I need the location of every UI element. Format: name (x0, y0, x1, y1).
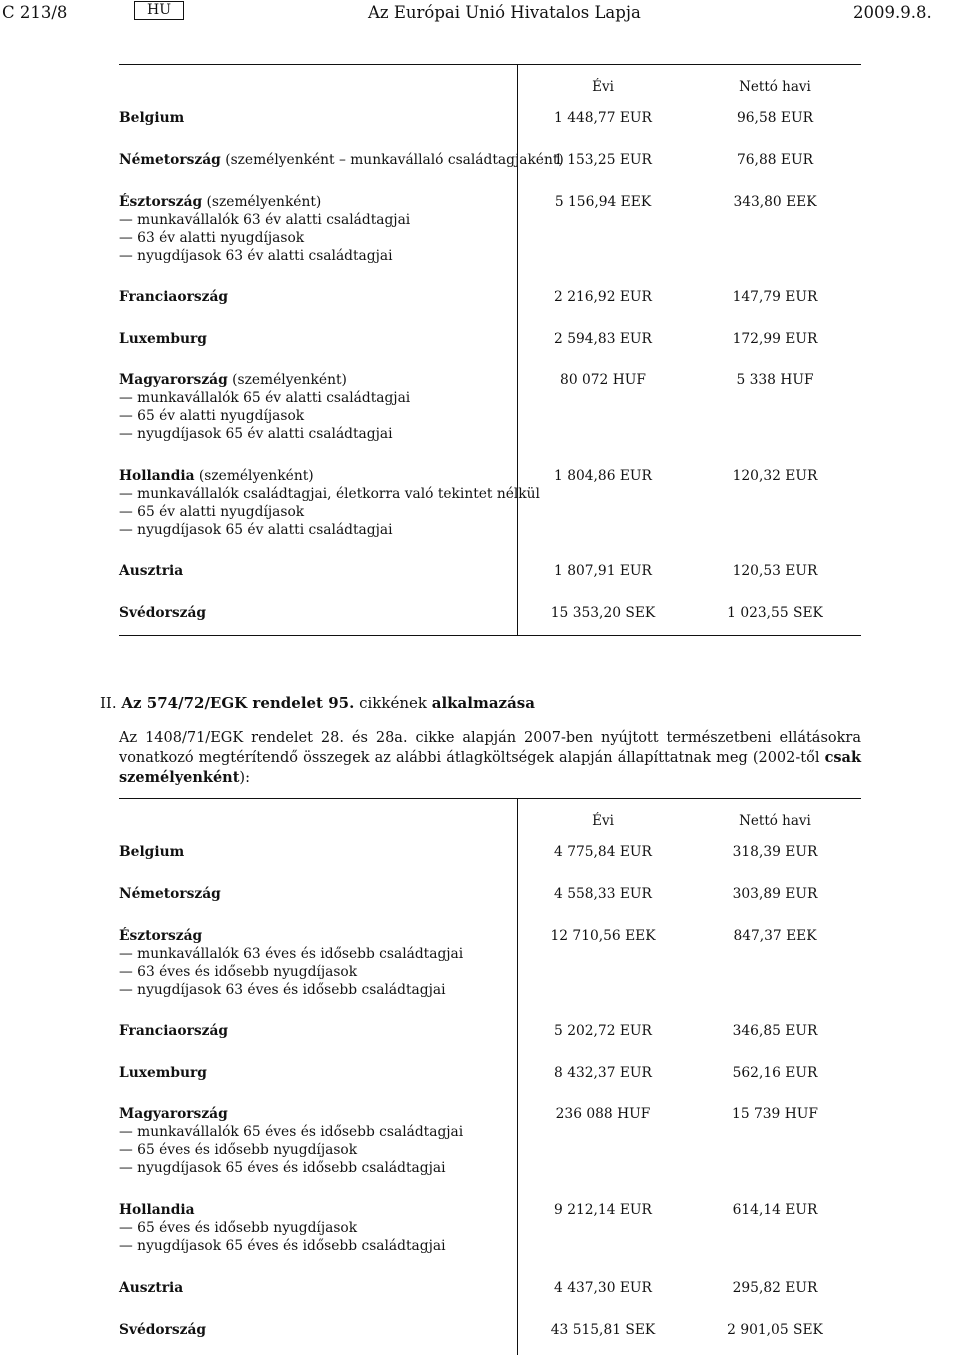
country-name (119, 844, 184, 860)
sub-category: — 65 éves és idősebb nyugdíjasok (119, 1220, 358, 1236)
yearly-value: 4 775,84 EUR (554, 844, 652, 860)
monthly-value: 147,79 EUR (732, 289, 818, 305)
header-year: Évi (592, 813, 614, 829)
country-name (119, 886, 221, 902)
yearly-value: 1 448,77 EUR (554, 110, 652, 126)
sub-category: — munkavállalók 65 éves és idősebb családtagjai (119, 1124, 464, 1140)
sub-category: — nyugdíjasok 65 éves és idősebb családtagjai (119, 1238, 446, 1254)
country-label: Magyarország (119, 1106, 228, 1122)
country-label: Belgium (119, 110, 185, 126)
yearly-value: 4 558,33 EUR (554, 886, 652, 902)
country-name (119, 110, 184, 126)
country-name (119, 1065, 207, 1081)
language-badge: HU (134, 1, 184, 20)
sub-category: — 65 éves és idősebb nyugdíjasok (119, 1142, 358, 1158)
section-title-normal: cikkének (354, 694, 432, 712)
country-name (119, 1322, 206, 1338)
country-label: Németország (119, 152, 221, 168)
column-divider (517, 65, 518, 635)
monthly-value: 5 338 HUF (736, 372, 814, 388)
country-label: Észtország (119, 194, 203, 210)
country-note: (személyenként) (194, 468, 314, 484)
monthly-value: 120,53 EUR (732, 563, 818, 579)
page-reference: C 213/8 (2, 3, 68, 22)
country-name (119, 194, 321, 210)
section-title-bold-2: alkalmazása (431, 694, 535, 712)
country-label: Franciaország (119, 289, 229, 305)
section-title-bold-1: Az 574/72/EGK rendelet 95. (121, 694, 355, 712)
header-monthly: Nettó havi (739, 79, 811, 95)
header-monthly: Nettó havi (739, 813, 811, 829)
yearly-value: 80 072 HUF (560, 372, 646, 388)
monthly-value: 614,14 EUR (732, 1202, 818, 1218)
country-name (119, 1106, 228, 1122)
yearly-value: 15 353,20 SEK (550, 605, 656, 621)
yearly-value: 236 088 HUF (555, 1106, 651, 1122)
monthly-value: 346,85 EUR (732, 1023, 818, 1039)
sub-category: — nyugdíjasok 63 éves és idősebb családtagjai (119, 982, 446, 998)
monthly-value: 303,89 EUR (732, 886, 818, 902)
yearly-value: 5 156,94 EEK (554, 194, 652, 210)
country-name (119, 928, 202, 944)
country-name (119, 468, 314, 484)
monthly-value: 172,99 EUR (732, 331, 818, 347)
country-note: (személyenként – munkavállaló családtagjaként) (220, 152, 564, 168)
section-number: II. (100, 694, 117, 712)
header-year: Évi (592, 79, 614, 95)
monthly-value: 318,39 EUR (732, 844, 818, 860)
country-label: Svédország (119, 605, 207, 621)
country-name (119, 1023, 228, 1039)
country-note: (személyenként) (202, 194, 322, 210)
journal-title: Az Európai Unió Hivatalos Lapja (368, 3, 641, 22)
monthly-value: 96,58 EUR (737, 110, 813, 126)
country-note: (személyenként) (227, 372, 347, 388)
sub-category: — 65 év alatti nyugdíjasok (119, 408, 305, 424)
country-name (119, 1280, 183, 1296)
yearly-value: 1 807,91 EUR (554, 563, 652, 579)
sub-category: — nyugdíjasok 65 év alatti családtagjai (119, 426, 393, 442)
yearly-value: 43 515,81 SEK (550, 1322, 656, 1338)
sub-category: — munkavállalók 65 év alatti családtagjai (119, 390, 411, 406)
monthly-value: 562,16 EUR (732, 1065, 818, 1081)
sub-category: — munkavállalók 63 éves és idősebb családtagjai (119, 946, 464, 962)
yearly-value: 2 594,83 EUR (554, 331, 652, 347)
cost-table-2 (119, 798, 861, 1355)
monthly-value: 847,37 EEK (733, 928, 817, 944)
country-name (119, 289, 228, 305)
yearly-value: 8 432,37 EUR (554, 1065, 652, 1081)
country-label: Észtország (119, 928, 203, 944)
country-name (119, 372, 347, 388)
sub-category: — 65 év alatti nyugdíjasok (119, 504, 305, 520)
page-header (0, 0, 960, 24)
country-label: Németország (119, 886, 221, 902)
monthly-value: 1 023,55 SEK (727, 605, 823, 621)
monthly-value: 76,88 EUR (737, 152, 813, 168)
yearly-value: 9 212,14 EUR (554, 1202, 652, 1218)
sub-category: — 63 éves és idősebb nyugdíjasok (119, 964, 358, 980)
country-label: Svédország (119, 1322, 207, 1338)
monthly-value: 295,82 EUR (732, 1280, 818, 1296)
country-label: Magyarország (119, 372, 228, 388)
publication-date: 2009.9.8. (853, 3, 932, 22)
country-label: Hollandia (119, 468, 195, 484)
sub-category: — 63 év alatti nyugdíjasok (119, 230, 305, 246)
country-label: Belgium (119, 844, 185, 860)
country-name (119, 563, 183, 579)
paragraph-bold: csak személyenként (119, 749, 861, 786)
paragraph-end: ): (239, 770, 250, 786)
country-name (119, 605, 206, 621)
yearly-value: 5 202,72 EUR (554, 1023, 652, 1039)
monthly-value: 15 739 HUF (732, 1106, 818, 1122)
yearly-value: 12 710,56 EEK (550, 928, 656, 944)
country-name (119, 152, 564, 168)
table-header (119, 799, 861, 835)
country-label: Hollandia (119, 1202, 195, 1218)
yearly-value: 1 153,25 EUR (554, 152, 652, 168)
country-label: Luxemburg (119, 1065, 207, 1081)
country-label: Franciaország (119, 1023, 229, 1039)
country-label: Luxemburg (119, 331, 207, 347)
sub-category: — nyugdíjasok 63 év alatti családtagjai (119, 248, 393, 264)
sub-category: — nyugdíjasok 65 év alatti családtagjai (119, 522, 393, 538)
sub-category: — munkavállalók családtagjai, életkorra való tekintet nélkül (119, 486, 540, 502)
monthly-value: 343,80 EEK (733, 194, 817, 210)
paragraph-text: Az 1408/71/EGK rendelet 28. és 28a. cikke alapján 2007-ben nyújtott természetbeni ellátásokra vonatkozó megtérítendő összegek az alábbi átlagköltségek alapján állapíttatnak meg (2002-től (119, 730, 861, 766)
country-label: Ausztria (119, 1280, 184, 1296)
sub-category: — nyugdíjasok 65 éves és idősebb családtagjai (119, 1160, 446, 1176)
section-heading (100, 694, 535, 712)
country-label: Ausztria (119, 563, 184, 579)
cost-table-1 (119, 64, 861, 636)
monthly-value: 2 901,05 SEK (727, 1322, 823, 1338)
table-header (119, 65, 861, 101)
country-name (119, 1202, 195, 1218)
sub-category: — munkavállalók 63 év alatti családtagjai (119, 212, 411, 228)
section-paragraph (119, 729, 861, 788)
yearly-value: 4 437,30 EUR (554, 1280, 652, 1296)
yearly-value: 2 216,92 EUR (554, 289, 652, 305)
yearly-value: 1 804,86 EUR (554, 468, 652, 484)
country-name (119, 331, 207, 347)
monthly-value: 120,32 EUR (732, 468, 818, 484)
